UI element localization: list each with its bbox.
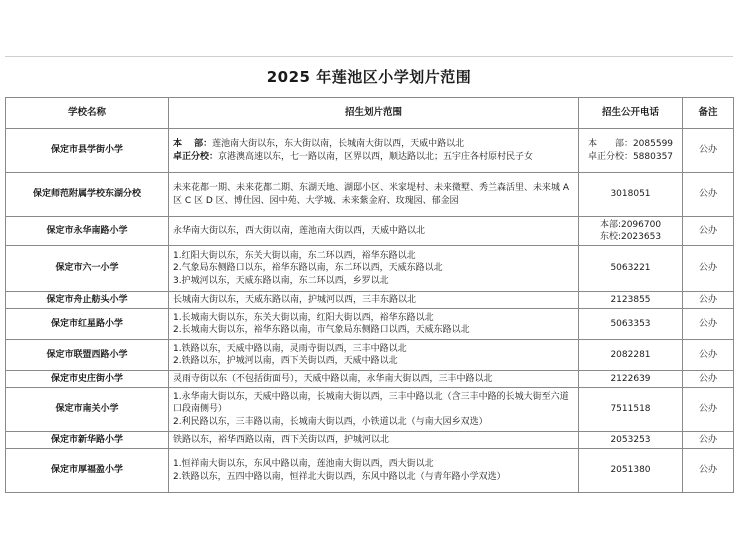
range-line	[173, 471, 574, 484]
range-line	[173, 182, 574, 207]
phone-number: 2082281	[610, 349, 651, 360]
phone-cell	[579, 309, 683, 340]
range-line-text: 长城南大街以东，天威东路以南，护城河以西，三丰东路以北	[173, 294, 417, 305]
document-sheet	[5, 56, 733, 493]
range-line-text: 铁路以东，裕华西路以南，西下关街以西，护城河以北	[173, 434, 390, 445]
school-name-cell: 保定师范附属学校东湖分校	[6, 173, 169, 217]
phone-cell	[579, 388, 683, 432]
note-cell: 公办	[683, 449, 734, 493]
range-line-label: 卓正分校：	[173, 151, 219, 162]
range-cell	[169, 129, 579, 173]
range-line-text: 2.气象局东侧路口以东，裕华东路以南，东二环以西，天威东路以北	[173, 263, 443, 274]
phone-number: 本 部：2085599	[587, 139, 674, 149]
range-line	[173, 312, 574, 325]
range-line-text: 永华南大街以东，西大街以南，莲池南大街以西，天威中路以北	[173, 225, 426, 236]
range-cell	[169, 173, 579, 217]
table-row	[6, 340, 734, 371]
table-row	[6, 388, 734, 432]
range-line-text: 1.长城南大街以东，东关大街以南，红阳大街以西，裕华东路以北	[173, 312, 434, 323]
table-row	[6, 371, 734, 388]
table-header-row	[6, 98, 734, 129]
range-cell	[169, 388, 579, 432]
phone-number: 本部:2096700	[599, 219, 662, 230]
range-line	[173, 416, 574, 429]
range-line	[173, 138, 574, 151]
note-cell: 公办	[683, 129, 734, 173]
note-cell: 公办	[683, 292, 734, 309]
range-line-text: 灵雨寺街以东（不包括街面号），天威中路以南，永华南大街以西，三丰中路以北	[173, 373, 493, 384]
range-line	[173, 294, 574, 307]
range-line-text: 3.护城河以东，天威东路以南，东二环以西，乡罗以北	[173, 275, 389, 286]
range-cell	[169, 246, 579, 292]
note-cell: 公办	[683, 217, 734, 246]
range-cell	[169, 217, 579, 246]
range-cell	[169, 449, 579, 493]
phone-cell	[579, 173, 683, 217]
range-line	[173, 373, 574, 386]
school-zone-table	[5, 97, 734, 493]
phone-cell	[579, 432, 683, 449]
range-line	[173, 151, 574, 164]
phone-number: 2122639	[610, 373, 651, 384]
phone-number: 2051380	[610, 465, 651, 476]
phone-cell	[579, 246, 683, 292]
range-line-text: 未来花都一期、未来花都二期、东湖天地、湖邸小区、米家堤村、未来微墅、秀兰森活里、未来城 A 区 C 区 D 区、博仕园、园中苑、大学城、未来紫金府、玫瑰园、郁金园	[173, 183, 570, 206]
phone-cell	[579, 129, 683, 173]
header-note: 备注	[683, 98, 734, 129]
table-row	[6, 129, 734, 173]
range-line-text: 京港澳高速以东，七一路以南，区界以西，顺达路以北；五宇庄各村原村民子女	[218, 151, 534, 162]
school-name-cell: 保定市六一小学	[6, 246, 169, 292]
phone-cell	[579, 449, 683, 493]
school-name-cell: 保定市舟止舫头小学	[6, 292, 169, 309]
range-line-text: 1.恒祥南大街以东，东风中路以南，莲池南大街以西，西大街以北	[173, 459, 434, 469]
range-line-label: 本 部：	[173, 139, 213, 149]
note-cell: 公办	[683, 371, 734, 388]
phone-cell	[579, 340, 683, 371]
range-line	[173, 355, 574, 368]
school-name-cell: 保定市史庄街小学	[6, 371, 169, 388]
school-name-cell: 保定市新华路小学	[6, 432, 169, 449]
range-line-text: 2.铁路以东，五四中路以南，恒祥北大街以西，东风中路以北（与青年路小学双选）	[173, 471, 506, 482]
range-line	[173, 391, 574, 416]
range-line	[173, 458, 574, 471]
table-row	[6, 173, 734, 217]
note-cell: 公办	[683, 340, 734, 371]
range-line	[173, 434, 574, 447]
phone-cell	[579, 292, 683, 309]
range-line	[173, 262, 574, 275]
header-phone: 招生公开电话	[579, 98, 683, 129]
range-cell	[169, 371, 579, 388]
range-cell	[169, 309, 579, 340]
range-line-text: 2.铁路以东，护城河以南，西下关街以西，天威中路以北	[173, 356, 398, 366]
note-cell: 公办	[683, 432, 734, 449]
header-school-name: 学校名称	[6, 98, 169, 129]
school-name-cell: 保定市县学街小学	[6, 129, 169, 173]
range-line-text: 1.永华南大街以东，天威中路以南，长城南大街以西，三丰中路以北（含三丰中路的长城大街至六道口段南侧号）	[173, 391, 569, 415]
range-line	[173, 250, 574, 263]
phone-number: 5063221	[610, 263, 651, 274]
header-range: 招生划片范围	[169, 98, 579, 129]
school-name-cell: 保定市永华南路小学	[6, 217, 169, 246]
range-line-text: 1.铁路以东，天威中路以南，灵雨寺街以西，三丰中路以北	[173, 343, 407, 354]
note-cell: 公办	[683, 309, 734, 340]
note-cell: 公办	[683, 388, 734, 432]
table-row	[6, 309, 734, 340]
range-line-text: 1.红阳大街以东，东关大街以南，东二环以西，裕华东路以北	[173, 250, 416, 261]
note-cell: 公办	[683, 173, 734, 217]
range-line	[173, 324, 574, 337]
range-line-text: 莲池南大街以东，东大街以南，长城南大街以西，天威中路以北	[212, 139, 465, 149]
note-cell: 公办	[683, 246, 734, 292]
phone-number: 2123855	[610, 294, 651, 305]
range-line	[173, 225, 574, 238]
phone-number: 2053253	[610, 434, 651, 445]
table-row	[6, 246, 734, 292]
phone-cell	[579, 217, 683, 246]
range-line	[173, 343, 574, 356]
range-line-text: 2.长城南大街以东，裕华东路以南，市气象局东侧路口以西，天威东路以北	[173, 325, 470, 335]
phone-number: 3018051	[610, 189, 651, 200]
school-name-cell: 保定市南关小学	[6, 388, 169, 432]
table-row	[6, 432, 734, 449]
school-name-cell: 保定市联盟西路小学	[6, 340, 169, 371]
phone-cell	[579, 371, 683, 388]
phone-number: 5063353	[610, 318, 651, 329]
page-title: 2025 年莲池区小学划片范围	[5, 56, 733, 97]
school-name-cell: 保定市红星路小学	[6, 309, 169, 340]
table-row	[6, 449, 734, 493]
range-cell	[169, 292, 579, 309]
school-name-cell: 保定市厚福盈小学	[6, 449, 169, 493]
phone-number: 东校:2023653	[599, 232, 662, 242]
range-cell	[169, 340, 579, 371]
phone-number: 7511518	[610, 404, 651, 415]
table-row	[6, 217, 734, 246]
phone-number: 卓正分校：5880357	[587, 151, 674, 162]
table-row	[6, 292, 734, 309]
range-cell	[169, 432, 579, 449]
range-line	[173, 275, 574, 288]
range-line-text: 2.利民路以东，三丰路以南，长城南大街以西，小铁道以北（与南大园乡双选）	[173, 416, 488, 427]
table-body	[6, 129, 734, 493]
